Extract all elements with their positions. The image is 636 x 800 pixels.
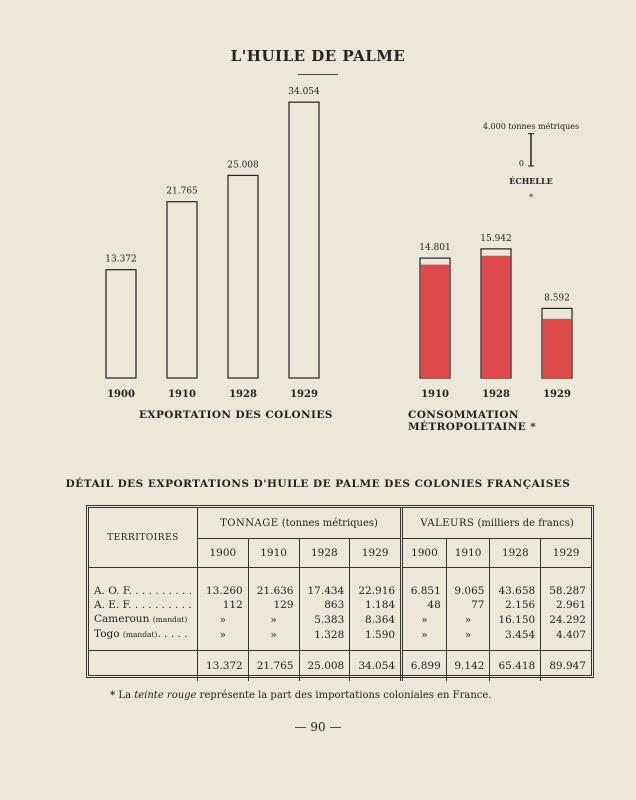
footnote-rest: représente la part des importations coloniales en France. (199, 690, 492, 701)
table-title: DÉTAIL DES EXPORTATIONS D'HUILE DE PALME DES COLONIES FRANÇAISES (65, 478, 571, 490)
tonnage-cell: 13.260 (198, 584, 249, 598)
year-header: 1900 (198, 539, 249, 568)
valeurs-cell: » (446, 612, 490, 627)
tonnage-cell: 863 (299, 598, 350, 612)
valeurs-cell: 77 (446, 598, 490, 612)
bar-red-fill (543, 319, 571, 378)
table-row (89, 612, 591, 627)
tonnage-cell: 1.590 (350, 627, 402, 642)
category-label: 1929 (290, 389, 318, 400)
tonnage-cell: » (248, 627, 299, 642)
table-row (89, 584, 591, 598)
bar (106, 270, 136, 378)
tonnage-header-lead: TONNAGE (220, 517, 279, 529)
valeurs-cell: 3.454 (490, 627, 541, 642)
bar-red-fill (421, 265, 449, 378)
territory-suffix: (mandat) (122, 630, 158, 639)
valeurs-cell: 48 (402, 598, 447, 612)
leader-dots: . . . . . (157, 628, 188, 640)
category-label: 1928 (482, 389, 510, 400)
scale-zero: 0 (518, 159, 524, 168)
scale-mark: * (529, 193, 533, 202)
valeurs-cell: 24.292 (541, 612, 591, 627)
bar (167, 202, 197, 378)
table-row (89, 627, 591, 642)
tonnage-cell: 112 (198, 598, 249, 612)
year-header: 1929 (350, 539, 402, 568)
year-header: 1900 (402, 539, 447, 568)
category-label: 1928 (229, 389, 257, 400)
valeurs-header (402, 508, 591, 539)
territory-header: TERRITOIRES (89, 508, 198, 568)
bar-value-label: 21.765 (166, 186, 198, 197)
year-header: 1928 (299, 539, 350, 568)
category-label: 1910 (421, 389, 449, 400)
totals-label (89, 651, 198, 682)
total-cell: 25.008 (299, 651, 350, 682)
page-number: — 90 — (294, 720, 342, 734)
category-label: 1910 (168, 389, 196, 400)
total-cell: 6.899 (402, 651, 447, 682)
total-cell: 65.418 (490, 651, 541, 682)
year-header: 1910 (248, 539, 299, 568)
totals-row (89, 651, 591, 682)
valeurs-cell: 9.065 (446, 584, 490, 598)
valeurs-cell: 2.156 (490, 598, 541, 612)
bar (228, 175, 258, 378)
tonnage-cell: » (248, 612, 299, 627)
detail-table-frame (86, 505, 594, 678)
total-cell: 34.054 (350, 651, 402, 682)
territory-label: A. O. F. (94, 585, 132, 597)
page-title: L'HUILE DE PALME (230, 47, 406, 65)
bar-value-label: 25.008 (227, 160, 259, 171)
valeurs-cell: 6.851 (402, 584, 447, 598)
scale-label: 4.000 tonnes métriques (482, 122, 580, 131)
detail-table (89, 508, 591, 681)
tonnage-cell: 129 (248, 598, 299, 612)
table-body (89, 584, 591, 642)
bar-value-label: 8.592 (544, 293, 570, 304)
tonnage-header (198, 508, 402, 539)
year-header: 1910 (446, 539, 490, 568)
territory-label: A. E. F. (94, 599, 132, 611)
total-cell: 21.765 (248, 651, 299, 682)
bar-value-label: 13.372 (105, 254, 137, 265)
export-bar-chart (105, 87, 320, 400)
bar-red-fill (482, 256, 510, 378)
valeurs-cell: » (402, 627, 447, 642)
tonnage-cell: 1.328 (299, 627, 350, 642)
valeurs-cell: 2.961 (541, 598, 591, 612)
table-row (89, 598, 591, 612)
consumption-bar-chart (419, 234, 572, 400)
category-label: 1929 (543, 389, 571, 400)
territory-label: Togo (94, 628, 120, 640)
year-header: 1929 (541, 539, 591, 568)
valeurs-cell: 58.287 (541, 584, 591, 598)
footnote-prefix: La (118, 690, 132, 701)
valeurs-header-rest: (milliers de francs) (477, 517, 574, 529)
leader-dots: . . . . . . . . . (131, 599, 192, 611)
territory-name (89, 627, 198, 642)
valeurs-cell: » (402, 612, 447, 627)
year-header: 1928 (490, 539, 541, 568)
valeurs-cell: » (446, 627, 490, 642)
total-cell: 89.947 (541, 651, 591, 682)
valeurs-cell: 43.658 (490, 584, 541, 598)
bar (289, 102, 319, 378)
category-label: 1900 (107, 389, 135, 400)
valeurs-cell: 16.150 (490, 612, 541, 627)
scale-legend (483, 122, 579, 202)
tonnage-cell: » (198, 612, 249, 627)
territory-name (89, 584, 198, 598)
total-cell: 13.372 (198, 651, 249, 682)
valeurs-header-lead: VALEURS (420, 517, 475, 529)
footnote-star: * (110, 690, 116, 701)
tonnage-cell: » (198, 627, 249, 642)
tonnage-cell: 8.364 (350, 612, 402, 627)
territory-name (89, 598, 198, 612)
scale-name: ÉCHELLE (509, 176, 553, 186)
tonnage-cell: 5.383 (299, 612, 350, 627)
tonnage-header-rest: (tonnes métriques) (281, 517, 378, 529)
bar-value-label: 14.801 (419, 243, 451, 254)
tonnage-cell: 21.636 (248, 584, 299, 598)
footnote (110, 690, 491, 701)
footnote-italic: teinte rouge (134, 690, 197, 701)
export-chart-caption: EXPORTATION DES COLONIES (139, 409, 333, 421)
bar-value-label: 15.942 (480, 233, 512, 244)
leader-dots: . . . . . . . . . (131, 585, 192, 597)
territory-name (89, 612, 198, 627)
bar-value-label: 34.054 (288, 87, 320, 98)
total-cell: 9.142 (446, 651, 490, 682)
valeurs-cell: 4.407 (541, 627, 591, 642)
tonnage-cell: 1.184 (350, 598, 402, 612)
tonnage-cell: 17.434 (299, 584, 350, 598)
consumption-chart-caption: CONSOMMATION MÉTROPOLITAINE * (408, 409, 537, 433)
territory-label: Cameroun (94, 613, 150, 625)
tonnage-cell: 22.916 (350, 584, 402, 598)
territory-suffix: (mandat) (152, 615, 188, 624)
